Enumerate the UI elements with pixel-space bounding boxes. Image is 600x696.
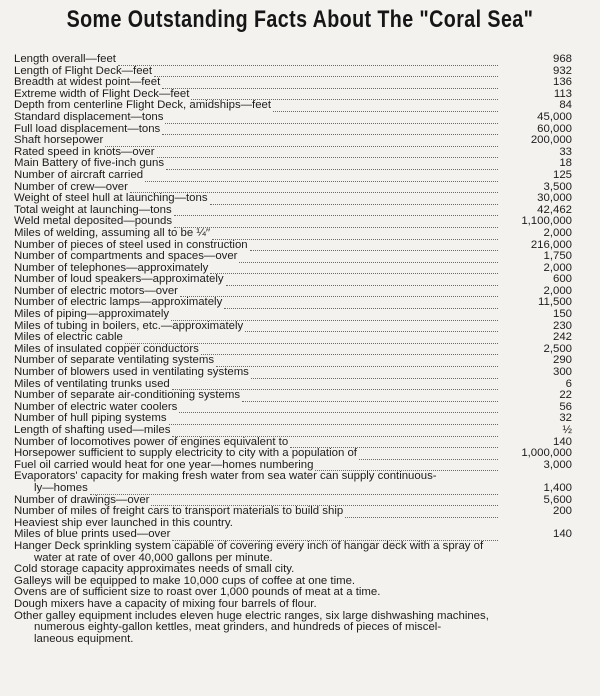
fact-value: 140 <box>552 435 572 448</box>
fact-label: Weld metal deposited—pounds <box>14 215 173 228</box>
fact-label: Length of Flight Deck—feet <box>14 64 153 77</box>
fact-value: 2,000 <box>543 261 572 274</box>
page-title: Some Outstanding Facts About The "Coral Sea" <box>66 6 534 33</box>
fact-value: 30,000 <box>537 192 572 205</box>
fact-value: 6 <box>565 377 572 390</box>
note-line: Hanger Deck sprinkling system capable of covering every inch of hangar deck with a spray of <box>14 539 484 552</box>
fact-row <box>14 425 592 437</box>
dot-leader <box>210 264 498 274</box>
fact-value: 200 <box>552 505 572 518</box>
fact-label: Standard displacement—tons <box>14 110 164 123</box>
fact-row <box>14 367 592 379</box>
dot-leader <box>157 148 498 158</box>
fact-value: 290 <box>552 354 572 367</box>
note-line: Other galley equipment includes eleven huge electric ranges, six large dishwashing machines, <box>14 609 489 622</box>
fact-value: 3,500 <box>543 180 572 193</box>
fact-label: Number of compartments and spaces—over <box>14 250 238 263</box>
fact-label: Depth from centerline Flight Deck, amidships—feet <box>14 99 272 112</box>
fact-label: Number of loud speakers—approximately <box>14 273 224 286</box>
note-line: Dough mixers have a capacity of mixing four barrels of flour. <box>14 597 317 610</box>
dot-leader <box>224 299 498 309</box>
fact-label: Heaviest ship ever launched in this country. <box>14 516 233 529</box>
fact-row <box>14 471 592 483</box>
dot-leader <box>180 287 498 297</box>
fact-value: 150 <box>552 308 572 321</box>
dot-leader <box>239 253 498 263</box>
fact-value: 56 <box>559 400 572 413</box>
dot-leader <box>245 322 498 332</box>
fact-value: ½ <box>562 424 572 436</box>
fact-row <box>14 483 592 495</box>
fact-label: Rated speed in knots—over <box>14 145 155 158</box>
note-line: Ovens are of sufficient size to roast over 1,000 pounds of meat at a time. <box>14 586 381 599</box>
fact-value: 11,500 <box>538 296 572 309</box>
fact-value: 60,000 <box>537 122 572 135</box>
fact-value: 1,000,000 <box>521 447 572 460</box>
fact-row <box>14 228 592 240</box>
fact-row <box>14 193 592 205</box>
fact-value: 1,100,000 <box>521 215 572 228</box>
fact-value: 32 <box>559 412 572 425</box>
dot-leader <box>179 403 498 413</box>
fact-label: Number of miles of freight cars to transport materials to build ship <box>14 505 344 518</box>
dot-leader <box>162 125 498 135</box>
fact-label: Miles of welding, assuming all to be ¼′′ <box>14 226 211 239</box>
fact-label: Number of drawings—over <box>14 493 150 506</box>
dot-leader <box>250 241 498 251</box>
fact-label: Miles of electric cable <box>14 331 123 344</box>
fact-label: Miles of ventilating trunks used <box>14 377 170 390</box>
fact-label: Evaporators' capacity for making fresh water from sea water can supply continuous- <box>14 470 437 483</box>
fact-label: Miles of tubing in boilers, etc.—approximately <box>14 319 244 332</box>
fact-value: 216,000 <box>530 238 572 251</box>
fact-label: Extreme width of Flight Deck—feet <box>14 87 190 100</box>
facts-list <box>14 54 592 645</box>
fact-value: 18 <box>559 157 572 170</box>
note-line: Galleys will be equipped to make 10,000 cups of coffee at one time. <box>14 574 356 587</box>
fact-label: Number of electric lamps—approximately <box>14 296 223 309</box>
fact-label: Full load displacement—tons <box>14 122 161 135</box>
fact-label: Miles of piping—approximately <box>14 308 170 321</box>
facts-rows <box>14 54 592 541</box>
dot-leader <box>174 218 498 228</box>
fact-value: 33 <box>559 145 572 158</box>
dot-leader <box>345 508 498 518</box>
dot-leader <box>226 276 498 286</box>
dot-leader <box>439 474 498 483</box>
fact-row <box>14 135 592 147</box>
fact-row <box>14 309 592 321</box>
fact-value: 1,750 <box>543 250 572 263</box>
dot-leader <box>169 415 498 425</box>
fact-value: 230 <box>552 319 572 332</box>
fact-value: 42,462 <box>537 203 572 216</box>
dot-leader <box>145 172 498 182</box>
fact-label: Fuel oil carried would heat for one year—homes numbering <box>14 458 314 471</box>
fact-value: 300 <box>552 366 572 379</box>
fact-label: Length overall—feet <box>14 53 116 65</box>
fact-label: Number of hull piping systems <box>14 412 167 425</box>
fact-label: Miles of insulated copper conductors <box>14 342 199 355</box>
note-line: laneous equipment. <box>34 632 134 645</box>
note-line: water at rate of over 40,000 gallons per minute. <box>34 551 273 564</box>
fact-label: Horsepower sufficient to supply electricity to city with a population of <box>14 447 357 460</box>
fact-label: Number of telephones—approximately <box>14 261 209 274</box>
note-line: Cold storage capacity approximates needs of small city. <box>14 563 295 576</box>
fact-label: Miles of blue prints used—over <box>14 528 171 541</box>
dot-leader <box>154 67 498 77</box>
fact-value: 932 <box>552 64 572 77</box>
fact-value: 140 <box>552 528 572 541</box>
fact-label: Number of locomotives power of engines equivalent to <box>14 435 289 448</box>
dot-leader <box>201 345 498 355</box>
dot-leader <box>166 160 498 170</box>
fact-value: 242 <box>552 331 572 344</box>
dot-leader <box>212 230 498 240</box>
fact-value: 968 <box>552 53 572 65</box>
fact-label: Number of aircraft carried <box>14 168 144 181</box>
dot-leader <box>242 392 498 402</box>
fact-value: 3,000 <box>543 458 572 471</box>
dot-leader <box>273 102 498 112</box>
dot-leader <box>210 195 498 205</box>
facts-notes <box>14 541 592 645</box>
fact-label: Number of pieces of steel used in construction <box>14 238 248 251</box>
dot-leader <box>216 357 498 367</box>
fact-value: 113 <box>553 87 572 100</box>
fact-label: Length of shafting used—miles <box>14 424 171 436</box>
fact-row <box>14 54 592 66</box>
fact-label: Number of electric water coolers <box>14 400 178 413</box>
fact-value: 5,600 <box>543 493 572 506</box>
dot-leader <box>251 369 498 379</box>
dot-leader <box>359 450 498 460</box>
fact-label: Main Battery of five-inch guns <box>14 157 165 170</box>
fact-label: Weight of steel hull at launching—tons <box>14 192 208 205</box>
fact-value: 200,000 <box>530 134 572 147</box>
fact-row <box>14 506 592 518</box>
dot-leader <box>162 79 498 89</box>
fact-value: 2,000 <box>543 226 572 239</box>
fact-label: Breadth at widest point—feet <box>14 76 161 89</box>
fact-row <box>14 112 592 124</box>
fact-value: 2,500 <box>543 342 572 355</box>
dot-leader <box>105 137 498 147</box>
fact-row <box>14 251 592 263</box>
fact-value: 1,400 <box>543 481 572 494</box>
fact-value: 45,000 <box>537 110 572 123</box>
fact-row <box>14 170 592 182</box>
fact-value: 125 <box>552 168 572 181</box>
dot-leader <box>90 485 498 495</box>
fact-value: 600 <box>552 273 572 286</box>
fact-value: 136 <box>552 76 572 89</box>
fact-value: 2,000 <box>543 284 572 297</box>
fact-label: Number of separate ventilating systems <box>14 354 215 367</box>
fact-label: Number of separate air-conditioning systems <box>14 389 241 402</box>
fact-label: Number of electric motors—over <box>14 284 178 297</box>
fact-label: Total weight at launching—tons <box>14 203 172 216</box>
note-line: numerous eighty-gallon kettles, meat grinders, and hundreds of pieces of miscel- <box>34 621 442 634</box>
fact-label: ly—homes <box>34 481 88 494</box>
dot-leader <box>174 206 498 216</box>
fact-label: Number of blowers used in ventilating systems <box>14 366 249 379</box>
fact-label: Number of crew—over <box>14 180 128 193</box>
fact-label: Shaft horsepower <box>14 134 104 147</box>
dot-leader <box>118 56 498 66</box>
dot-leader <box>235 520 498 529</box>
fact-value: 84 <box>559 99 572 112</box>
fact-value: 22 <box>559 389 572 402</box>
dot-leader <box>165 114 498 124</box>
